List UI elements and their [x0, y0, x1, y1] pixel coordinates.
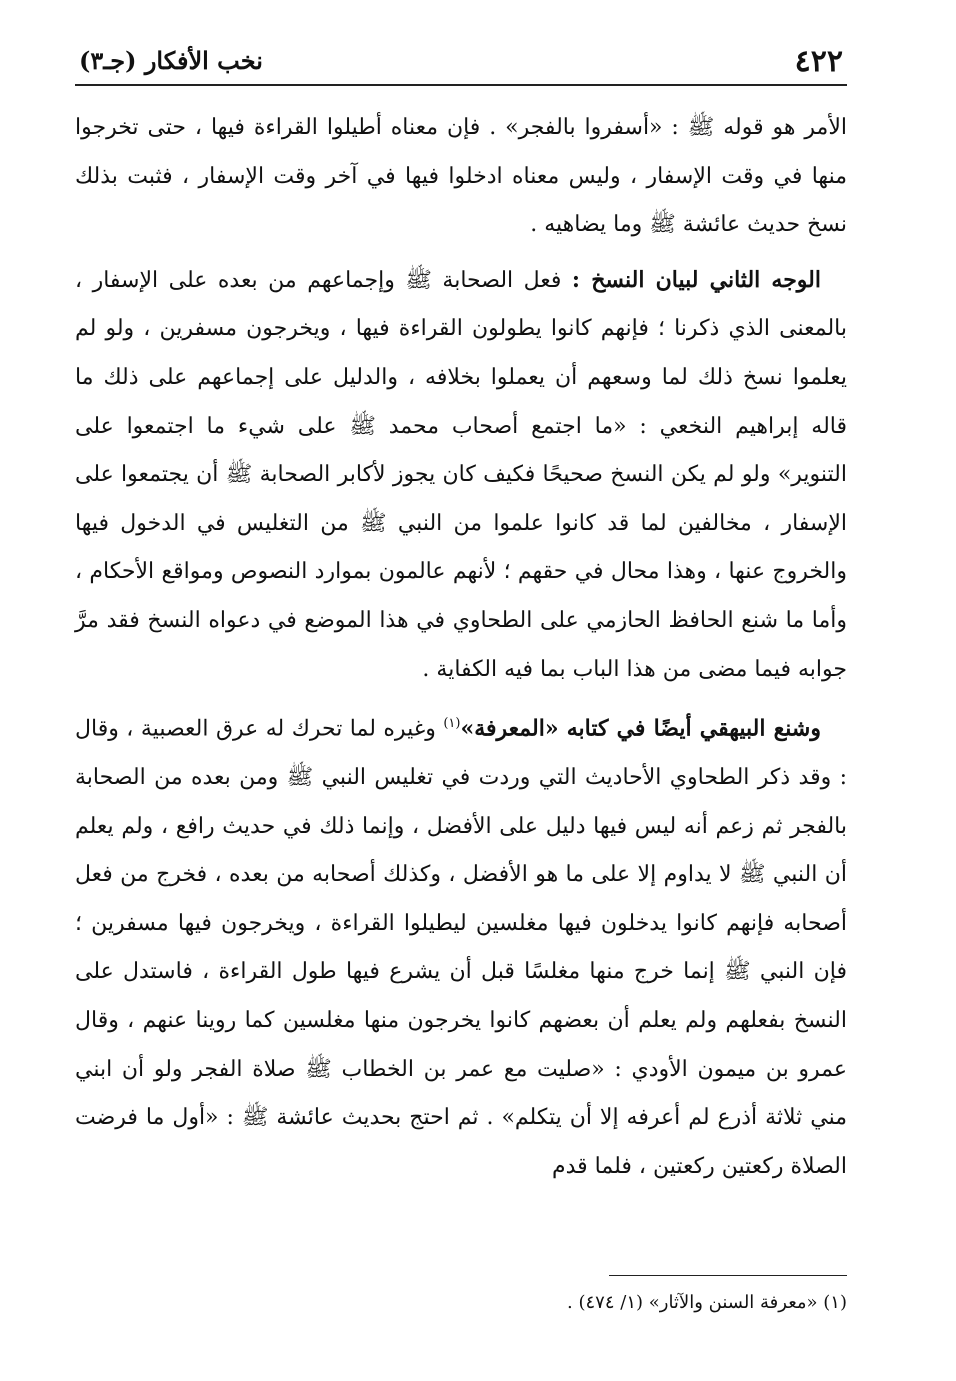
paragraph-1	[75, 104, 847, 250]
page-header	[75, 38, 847, 86]
book-title: نخب الأفكار (جـ٣)	[79, 46, 263, 75]
paragraph-3	[75, 700, 847, 1191]
footnote-ref: (١)	[443, 716, 461, 732]
paragraph-2-heading: الوجه الثاني لبيان النسخ :	[571, 266, 821, 293]
footnote: (١) «معرفة السنن والآثار» (١/ ٤٧٤) .	[567, 1292, 847, 1313]
body-text	[75, 104, 847, 1197]
footnote-divider	[609, 1275, 847, 1276]
paragraph-1-text: الأمر هو قوله ﷺ : «أسفروا بالفجر» . فإن معناه أطيلوا القراءة فيها ، حتى تخرجوا منها في وقت الإسفار ، وليس معناه ادخلوا فيها في آخر وقت الإسفار ، فثبت بذلك نسخ حديث عائشة ﷺ وما يضاهيه .	[75, 115, 847, 238]
paragraph-3-text: وغيره لما تحرك له عرق العصبية ، وقال : وقد ذكر الطحاوي الأحاديث التي وردت في تغليس النبي ﷺ ومن بعده من الصحابة بالفجر ثم زعم أنه ليس فيها دليل على الأفضل ، وإنما ذلك في حديث رافع ، ولم يعلم أن النبي ﷺ لا يداوم إلا على ما هو الأفضل ، وكذلك أصحابه من بعده ، فخرج من فعل أصحابه فإنهم كانوا يدخلون فيها مغلسين ليطيلوا القراءة ، ويخرجون فيها مسفرين ؛ فإن النبي ﷺ إنما خرج منها مغلسًا قبل أن يشرع فيها طول القراءة ، فاستدل على النسخ بفعلهم ولم يعلم أن بعضهم كانوا يخرجون منها مغلسين كما روينا عنهم ، وقال عمرو بن ميمون الأودي : «صليت مع عمر بن الخطاب ﷺ صلاة الفجر ولو أن ابني مني ثلاثة أذرع لم أعرفه إلا أن يتكلم» . ثم احتج بحديث عائشة ﷺ : «أول ما فرضت الصلاة ركعتين ركعتين ، فلما قدم	[75, 716, 847, 1179]
paragraph-3-heading: وشنع البيهقي أيضًا في كتابه «المعرفة»	[460, 715, 821, 742]
book-page	[75, 38, 847, 1338]
paragraph-2	[75, 256, 847, 694]
paragraph-2-text: فعل الصحابة ﷺ وإجماعهم من بعده على الإسفار ، بالمعنى الذي ذكرنا ؛ فإنهم كانوا يطولون القراءة فيها ، ويخرجون مسفرين ، ولو لم يعلموا نسخ ذلك لما وسعهم أن يعملوا بخلافه ، والدليل على إجماعهم على ذلك ما قاله إبراهيم النخعي : «ما اجتمع أصحاب محمد ﷺ على شيء ما اجتمعوا على التنوير» ولو لم يكن النسخ صحيحًا فكيف كان يجوز لأكابر الصحابة ﷺ أن يجتمعوا على الإسفار ، مخالفين لما قد كانوا علموا من النبي ﷺ من التغليس في الدخول فيها والخروج عنها ، وهذا محال في حقهم ؛ لأنهم عالمون بموارد النصوص ومواقع الأحكام ، وأما ما شنع الحافظ الحازمي على الطحاوي في هذا الموضع في دعواه النسخ فقد مرَّ جوابه فيما مضى من هذا الباب بما فيه الكفاية .	[75, 267, 847, 682]
page-number: ٤٢٢	[794, 44, 843, 79]
